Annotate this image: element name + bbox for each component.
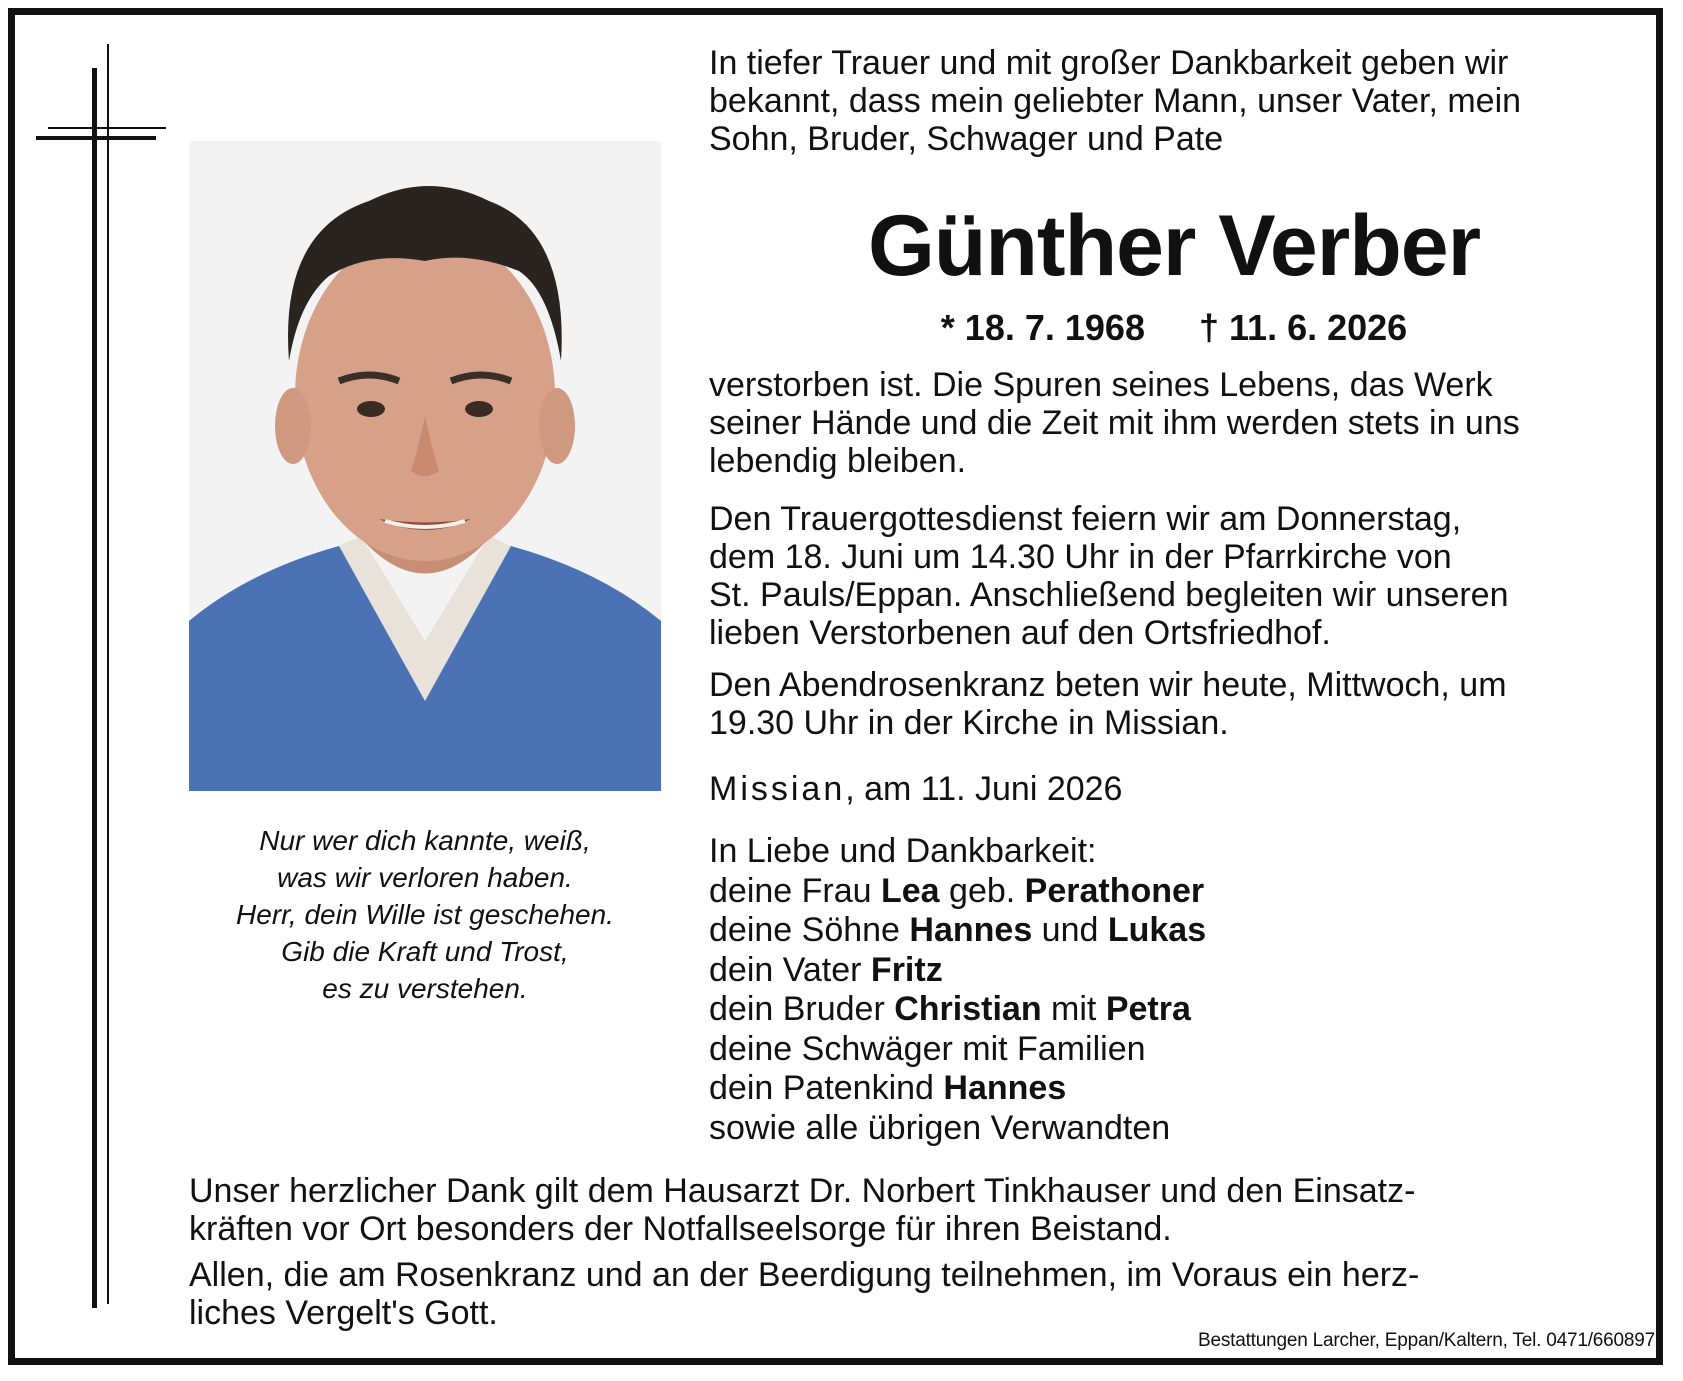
place-date — [709, 769, 1122, 809]
verse-line: Nur wer dich kannte, weiß, — [259, 825, 591, 856]
intro-line: bekannt, dass mein geliebter Mann, unser Vater, mein — [709, 82, 1522, 120]
thanks-doctor — [189, 1172, 1639, 1248]
death-date: † 11. 6. 2026 — [1198, 307, 1408, 348]
family-list — [709, 832, 1639, 1148]
family-member: sowie alle übrigen Verwandten — [709, 1108, 1171, 1147]
family-member: dein Vater Fritz — [709, 950, 943, 989]
verse-line: was wir verloren haben. — [277, 862, 573, 893]
paragraph-line: seiner Hände und die Zeit mit ihm werden stets in uns — [709, 404, 1520, 442]
portrait-illustration — [189, 141, 661, 791]
thanks-line: kräften vor Ort besonders der Notfallseelsorge für ihren Beistand. — [189, 1210, 1172, 1248]
paragraph-funeral — [709, 500, 1639, 652]
paragraph-line: lebendig bleiben. — [709, 442, 967, 480]
place-date-text: , am 11. Juni 2026 — [845, 770, 1123, 808]
paragraph-line: lieben Verstorbenen auf den Ortsfriedhof. — [709, 614, 1331, 652]
cross-beam — [36, 136, 156, 140]
thanks-line: Allen, die am Rosenkranz und an der Beerdigung teilnehmen, im Voraus ein herz- — [189, 1256, 1420, 1294]
family-member: dein Patenkind Hannes — [709, 1069, 1067, 1107]
family-member: deine Frau Lea geb. Perathoner — [709, 871, 1205, 910]
family-member: dein Bruder Christian mit Petra — [709, 990, 1191, 1028]
verse-line: Herr, dein Wille ist geschehen. — [236, 899, 614, 930]
cross-thin-vertical — [107, 44, 109, 1304]
verse-line: es zu verstehen. — [322, 973, 528, 1004]
deceased-name: Günther Verber — [867, 198, 1481, 294]
paragraph-rosary — [709, 666, 1639, 742]
portrait-photo — [189, 141, 661, 791]
birth-date: * 18. 7. 1968 — [940, 307, 1145, 348]
funeral-home-footer: Bestattungen Larcher, Eppan/Kaltern, Tel. 0471/660897 — [1197, 1330, 1655, 1351]
verse — [175, 822, 675, 1007]
place-name: Missian — [709, 770, 846, 808]
intro-text — [709, 44, 1639, 158]
paragraph-line: Den Abendrosenkranz beten wir heute, Mittwoch, um — [709, 666, 1507, 704]
life-dates — [709, 306, 1639, 350]
family-member: deine Söhne Hannes und Lukas — [709, 911, 1207, 949]
cross-thin-beam — [48, 127, 166, 129]
paragraph-line: St. Pauls/Eppan. Anschließend begleiten wir unseren — [709, 576, 1509, 614]
paragraph-line: dem 18. Juni um 14.30 Uhr in der Pfarrkirche von — [709, 538, 1452, 576]
paragraph-line: 19.30 Uhr in der Kirche in Missian. — [709, 704, 1229, 742]
paragraph-line: Den Trauergottesdienst feiern wir am Donnerstag, — [709, 500, 1462, 538]
paragraph-legacy — [709, 366, 1639, 480]
paragraph-line: verstorben ist. Die Spuren seines Lebens, das Werk — [709, 366, 1493, 404]
cross-icon — [92, 68, 97, 1308]
family-member: deine Schwäger mit Familien — [709, 1029, 1146, 1068]
intro-line: In tiefer Trauer und mit großer Dankbarkeit geben wir — [709, 44, 1509, 82]
family-intro: In Liebe und Dankbarkeit: — [709, 832, 1097, 870]
thanks-attendees — [189, 1256, 1639, 1332]
thanks-line: Unser herzlicher Dank gilt dem Hausarzt Dr. Norbert Tinkhauser und den Einsatz- — [189, 1172, 1416, 1210]
verse-line: Gib die Kraft und Trost, — [281, 936, 569, 967]
thanks-line: liches Vergelt's Gott. — [189, 1294, 498, 1332]
intro-line: Sohn, Bruder, Schwager und Pate — [709, 120, 1224, 158]
